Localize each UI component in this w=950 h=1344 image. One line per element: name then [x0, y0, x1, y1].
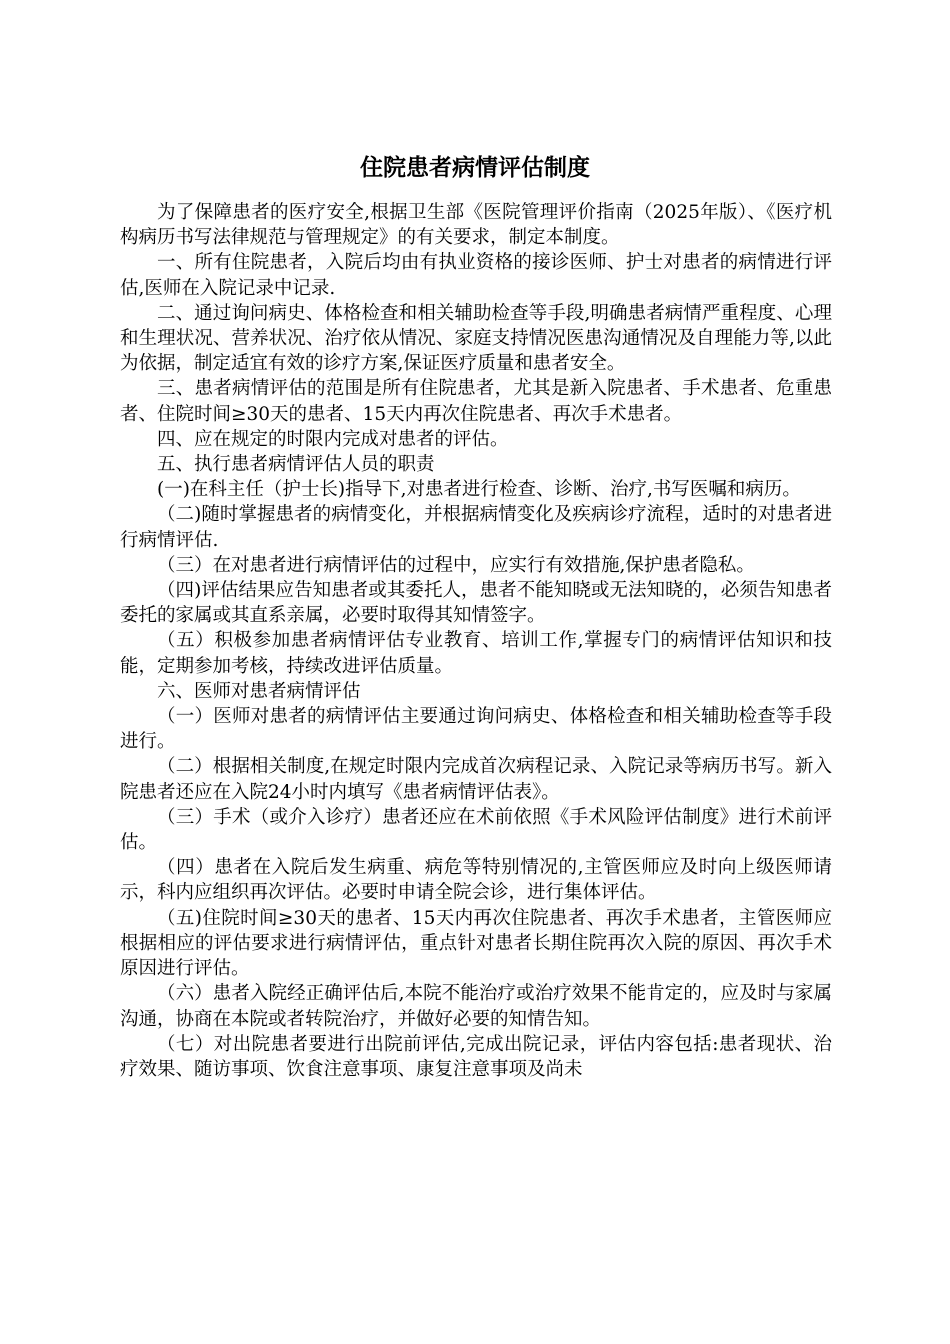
- paragraph-intro: 为了保障患者的医疗安全,根据卫生部《医院管理评价指南（2025年版）、《医疗机构病历书写法律规范与管理规定》的有关要求，制定本制度。: [120, 202, 832, 249]
- paragraph-section-1: 一、所有住院患者，入院后均由有执业资格的接诊医师、护士对患者的病情进行评估,医师在入院记录中记录.: [120, 252, 832, 299]
- paragraph-section-6-item-3: （三）手术（或介入诊疗）患者还应在术前依照《手术风险评估制度》进行术前评估。: [120, 806, 832, 854]
- document-body: [120, 200, 832, 1082]
- document-title: 住院患者病情评估制度: [360, 155, 590, 181]
- paragraph-section-5-heading: 五、执行患者病情评估人员的职责: [157, 454, 435, 476]
- paragraph-section-5-item-5: （五）积极参加患者病情评估专业教育、培训工作,掌握专门的病情评估知识和技能，定期参加考核，持续改进评估质量。: [120, 630, 832, 677]
- paragraph-section-6-item-5: （五)住院时间≥30天的患者、15天内再次住院患者、再次手术患者，主管医师应根据相应的评估要求进行病情评估，重点针对患者长期住院再次入院的原因、再次手术原因进行评估。: [120, 907, 832, 980]
- paragraph-section-6-item-7: （七）对出院患者要进行出院前评估,完成出院记录，评估内容包括:患者现状、治疗效果、随访事项、饮食注意事项、康复注意事项及尚未: [120, 1033, 832, 1080]
- paragraph-section-6-heading: 六、医师对患者病情评估: [157, 680, 361, 702]
- paragraph-section-4: 四、应在规定的时限内完成对患者的评估。: [157, 428, 509, 450]
- paragraph-section-5-item-2: （二)随时掌握患者的病情变化，并根据病情变化及疾病诊疗流程，适时的对患者进行病情评估.: [120, 504, 832, 551]
- paragraph-section-6-item-6: （六）患者入院经正确评估后,本院不能治疗或治疗效果不能肯定的，应及时与家属沟通，协商在本院或者转院治疗，并做好必要的知情告知。: [120, 983, 832, 1030]
- paragraph-section-2: 二、通过询问病史、体格检查和相关辅助检查等手段,明确患者病情严重程度、心理和生理状况、营养状况、治疗依从情况、家庭支持情况医患沟通情况及自理能力等,以此为依据，制定适宜有效的诊疗方案,保证医疗质量和患者安全。: [120, 302, 832, 375]
- paragraph-section-5-item-1: (一)在科主任（护士长)指导下,对患者进行检查、诊断、治疗,书写医嘱和病历。: [157, 479, 801, 501]
- paragraph-section-5-item-3: （三）在对患者进行病情评估的过程中，应实行有效措施,保护患者隐私。: [157, 554, 755, 576]
- paragraph-section-6-item-1: （一）医师对患者的病情评估主要通过询问病史、体格检查和相关辅助检查等手段进行。: [120, 706, 832, 753]
- paragraph-section-6-item-4: （四）患者在入院后发生病重、病危等特别情况的,主管医师应及时向上级医师请示，科内应组织再次评估。必要时申请全院会诊，进行集体评估。: [120, 857, 832, 904]
- paragraph-section-6-item-2: （二）根据相关制度,在规定时限内完成首次病程记录、入院记录等病历书写。新入院患者还应在入院24小时内填写《患者病情评估表》。: [120, 756, 832, 803]
- paragraph-section-5-item-4: （四)评估结果应告知患者或其委托人，患者不能知晓或无法知晓的，必须告知患者委托的家属或其直系亲属，必要时取得其知情签字。: [120, 580, 832, 627]
- paragraph-section-3: 三、患者病情评估的范围是所有住院患者，尤其是新入院患者、手术患者、危重患者、住院时间≥30天的患者、15天内再次住院患者、再次手术患者。: [120, 378, 832, 425]
